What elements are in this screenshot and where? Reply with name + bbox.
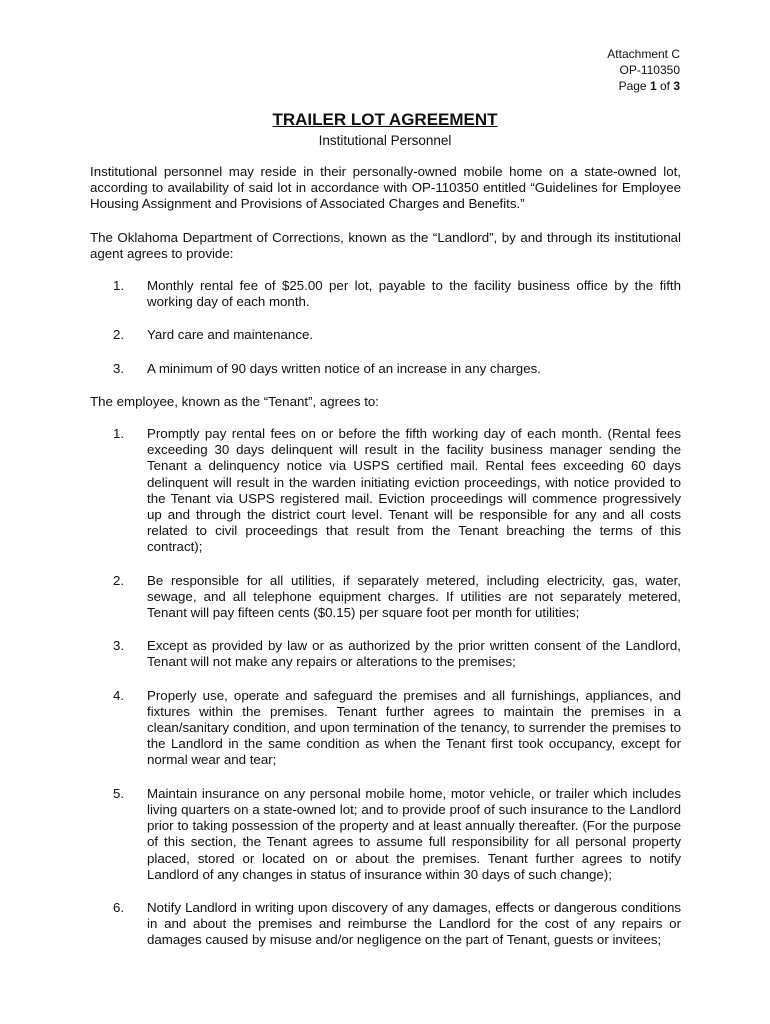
page-indicator: Page 1 of 3 — [618, 79, 680, 93]
op-number: OP-110350 — [619, 63, 680, 77]
document-body — [90, 164, 681, 966]
page-current: 1 — [649, 79, 657, 93]
list-item: 4. Properly use, operate and safeguard the premises and all furnishings, appliances, and fixtures within the premises. Tenant further agrees to maintain the premises in a clean/sanitary condition, and upon termination of the tenancy, to surrender the premises to the Landlord in the same condition as when the Tenant first took occupancy, except for normal wear and tear; — [113, 687, 681, 768]
list-item: 1. Promptly pay rental fees on or before the fifth working day of each month. (Rental fees exceeding 30 days delinquent will result in the facility business manager sending the Tenant a delinquency notice via USPS certified mail. Rental fees exceeding 60 days delinquent will result in the warden initiating eviction proceedings, with notice provided to the Tenant via USPS registered mail. Eviction proceedings will commence progressively up and through the district court level. Tenant will be responsible for any and all costs related to civil proceedings that result from the Tenant breaching the terms of this contract); — [113, 426, 681, 555]
intro-paragraph: Institutional personnel may reside in their personally-owned mobile home on a state-owned lot, according to availability of said lot in accordance with OP-110350 entitled “Guidelines for Employee Housing Assignment and Provisions of Associated Charges and Benefits.” — [90, 164, 681, 212]
tenant-obligations-list — [90, 426, 681, 948]
page-total: 3 — [673, 79, 680, 93]
landlord-obligations-list — [90, 278, 681, 377]
tenant-lead-paragraph: The employee, known as the “Tenant”, agrees to: — [90, 393, 379, 409]
page-header — [607, 46, 680, 94]
document-subtitle: Institutional Personnel — [318, 133, 452, 148]
list-item: 2. Yard care and maintenance. — [113, 327, 314, 343]
landlord-lead-paragraph: The Oklahoma Department of Corrections, known as the “Landlord”, by and through its institutional agent agrees to provide: — [90, 229, 681, 261]
list-item: 3. A minimum of 90 days written notice of an increase in any charges. — [113, 360, 541, 376]
list-item: 2. Be responsible for all utilities, if separately metered, including electricity, gas, water, sewage, and all telephone equipment charges. If utilities are not separately metered, Tenant will pay fifteen cents ($0.15) per square foot per month for utilities; — [113, 572, 681, 621]
title-block — [0, 110, 770, 150]
list-item: 1. Monthly rental fee of $25.00 per lot, payable to the facility business office by the fifth working day of each month. — [113, 278, 681, 310]
document-title: TRAILER LOT AGREEMENT — [272, 110, 498, 129]
attachment-label: Attachment C — [607, 47, 680, 61]
list-item: 5. Maintain insurance on any personal mobile home, motor vehicle, or trailer which includes living quarters on a state-owned lot; and to provide proof of such insurance to the Landlord prior to taking possession of the property and at least annually thereafter. (For the purpose of this section, the Tenant agrees to assume full responsibility for all personal property placed, stored or located on or about the premises. Tenant further agrees to notify Landlord of any changes in status of insurance within 30 days of such change); — [113, 785, 681, 882]
list-item: 3. Except as provided by law or as authorized by the prior written consent of the Landlord, Tenant will not make any repairs or alterations to the premises; — [113, 638, 681, 670]
list-item: 6. Notify Landlord in writing upon discovery of any damages, effects or dangerous conditions in and about the premises and reimburse the Landlord for the cost of any repairs or damages caused by misuse and/or negligence on the part of Tenant, guests or invitees; — [113, 899, 681, 948]
